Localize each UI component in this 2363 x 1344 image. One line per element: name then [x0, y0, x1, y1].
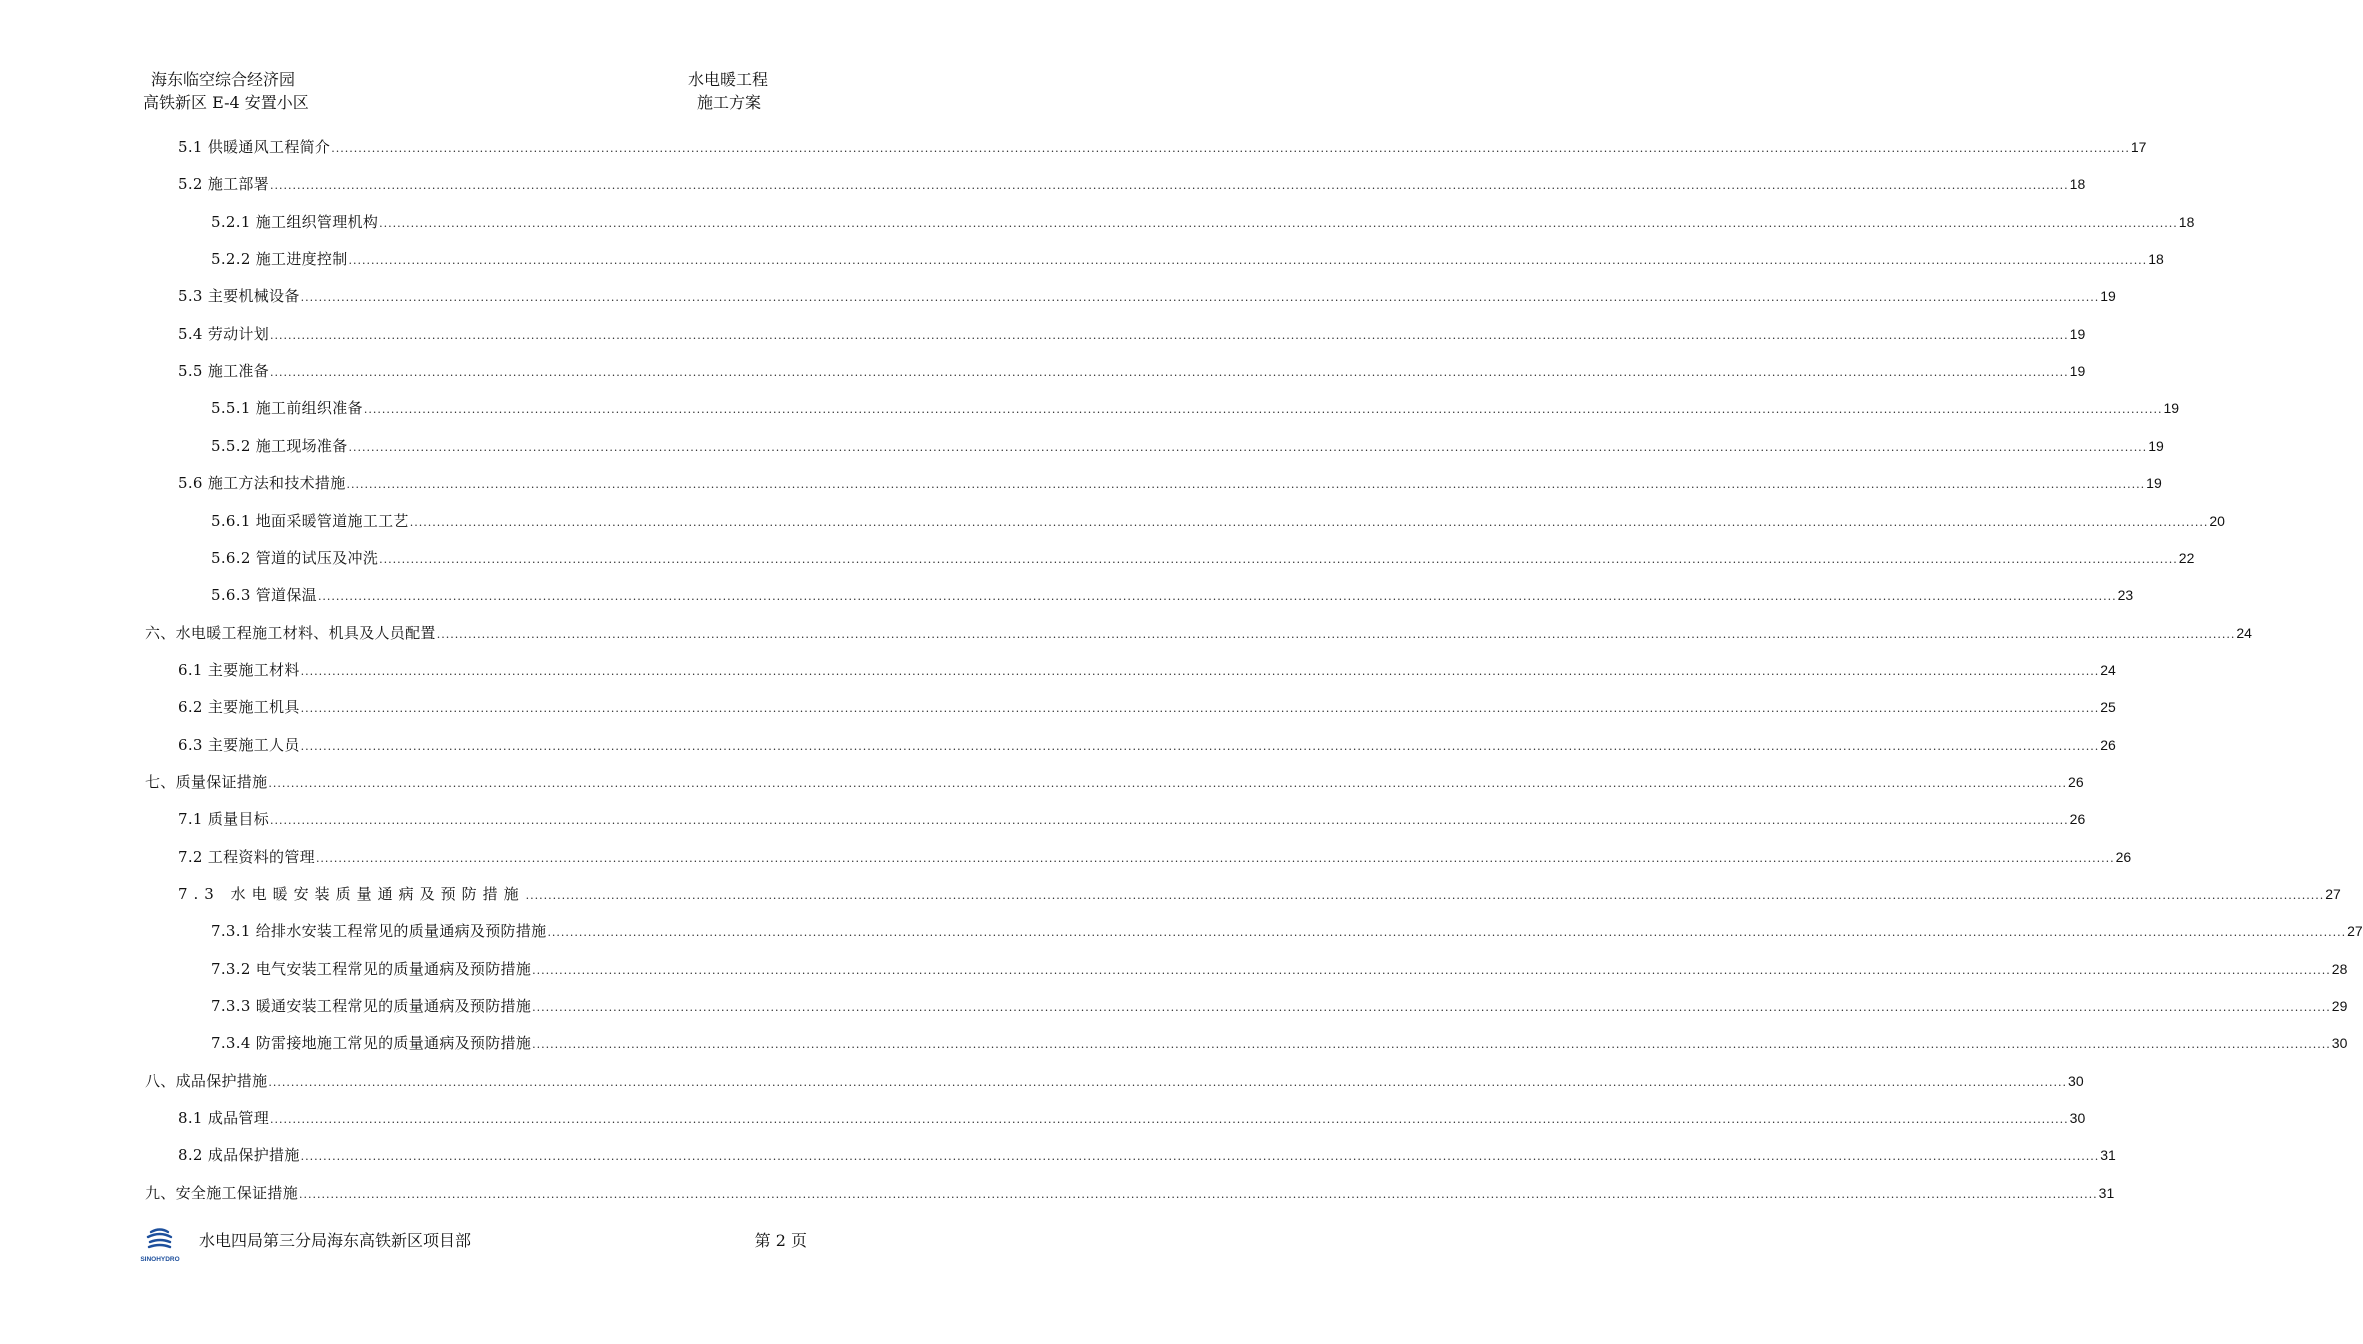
- toc-entry-page: 19: [2069, 363, 2086, 380]
- toc-entry-title: 7.3 水电暖安装质量通病及预防措施: [178, 885, 525, 903]
- toc-entry-page: 17: [2130, 139, 2147, 155]
- toc-entry[interactable]: [211, 419, 2164, 456]
- toc-dot-leader: ................................................................................................................................................................................................................................................................................................................................................................................................................: [270, 814, 2069, 828]
- sinohydro-logo: [137, 1226, 183, 1264]
- toc-entry-page: 26: [2115, 848, 2132, 865]
- toc-dot-leader: ................................................................................................................................................................................................................................................................................................................................................................................................................: [436, 627, 2236, 641]
- toc-entry[interactable]: [211, 1016, 2348, 1053]
- toc-entry-title: 7.3.2 电气安装工程常见的质量通病及预防措施: [211, 959, 532, 978]
- toc-entry-page: 23: [2117, 587, 2134, 604]
- toc-entry[interactable]: [178, 792, 2086, 829]
- toc-entry[interactable]: [178, 269, 2116, 306]
- toc-entry[interactable]: [178, 680, 2116, 717]
- toc-entry-title: 7.3.1 给排水安装工程常见的质量通病及预防措施: [211, 922, 547, 941]
- toc-entry[interactable]: [178, 157, 2086, 194]
- toc-entry-page: 25: [2100, 699, 2116, 716]
- toc-dot-leader: ................................................................................................................................................................................................................................................................................................................................................................................................................: [379, 552, 2178, 566]
- toc-entry[interactable]: [178, 1091, 2086, 1128]
- toc-entry-page: 27: [2325, 886, 2341, 902]
- svg-text:SINOHYDRO: SINOHYDRO: [140, 1256, 180, 1263]
- toc-entry-page: 29: [2331, 998, 2348, 1015]
- toc-dot-leader: ................................................................................................................................................................................................................................................................................................................................................................................................................: [317, 590, 2117, 604]
- toc-entry-page: 26: [2068, 773, 2084, 790]
- toc-dot-leader: ................................................................................................................................................................................................................................................................................................................................................................................................................: [300, 1150, 2100, 1164]
- toc-entry-page: 30: [2331, 1035, 2348, 1052]
- toc-entry-page: 19: [2148, 437, 2164, 454]
- toc-entry-page: 27: [2347, 923, 2363, 940]
- toc-entry-page: 19: [2163, 400, 2180, 417]
- toc-entry-page: 30: [2068, 1072, 2084, 1089]
- toc-entry-page: 24: [2236, 624, 2252, 641]
- toc-entry-page: 26: [2069, 811, 2086, 828]
- toc-entry-title: 七、质量保证措施: [145, 772, 268, 791]
- toc-entry-page: 31: [2098, 1184, 2115, 1201]
- footer-page-number: 第 2 页: [754, 1231, 807, 1250]
- toc-entry-page: 18: [2069, 176, 2086, 193]
- toc-dot-leader: ................................................................................................................................................................................................................................................................................................................................................................................................................: [270, 366, 2069, 380]
- toc-entry-title: 5.5.2 施工现场准备: [211, 436, 348, 455]
- toc-entry[interactable]: [178, 718, 2116, 755]
- toc-entry-title: 7.3.3 暖通安装工程常见的质量通病及预防措施: [211, 997, 532, 1016]
- toc-dot-leader: ................................................................................................................................................................................................................................................................................................................................................................................................................: [315, 851, 2115, 865]
- toc-entry-title: 5.1 供暖通风工程简介: [178, 138, 331, 156]
- footer-organization: 水电四局第三分局海东高铁新区项目部: [199, 1231, 472, 1250]
- toc-dot-leader: ................................................................................................................................................................................................................................................................................................................................................................................................................: [300, 702, 2100, 716]
- page-footer: [137, 1222, 807, 1264]
- toc-entry[interactable]: [211, 232, 2164, 269]
- toc-entry[interactable]: [178, 1128, 2116, 1165]
- header-doc-type: 施工方案: [697, 93, 762, 112]
- toc-entry[interactable]: [145, 1166, 2115, 1203]
- toc-entry-title: 5.6 施工方法和技术措施: [178, 474, 346, 493]
- toc-entry-title: 8.2 成品保护措施: [178, 1146, 300, 1165]
- toc-entry[interactable]: [178, 867, 2341, 904]
- toc-entry[interactable]: [211, 942, 2348, 979]
- toc-dot-leader: ................................................................................................................................................................................................................................................................................................................................................................................................................: [532, 963, 2331, 977]
- toc-entry-title: 九、安全施工保证措施: [145, 1183, 299, 1202]
- toc-entry-title: 5.2 施工部署: [178, 175, 270, 194]
- toc-entry-title: 5.6.3 管道保温: [211, 586, 317, 605]
- toc-entry-title: 八、成品保护措施: [145, 1071, 268, 1090]
- toc-entry[interactable]: [178, 307, 2086, 344]
- toc-entry-title: 7.2 工程资料的管理: [178, 847, 315, 866]
- toc-entry[interactable]: [211, 568, 2134, 605]
- toc-dot-leader: ................................................................................................................................................................................................................................................................................................................................................................................................................: [532, 1038, 2331, 1052]
- toc-entry[interactable]: [211, 195, 2195, 232]
- toc-entry[interactable]: [211, 381, 2180, 418]
- header-work-type: 水电暖工程: [688, 70, 769, 89]
- toc-entry-title: 5.6.1 地面采暖管道施工工艺: [211, 511, 409, 530]
- toc-entry-title: 5.5.1 施工前组织准备: [211, 399, 363, 418]
- toc-entry-title: 5.2.2 施工进度控制: [211, 250, 348, 269]
- toc-entry[interactable]: [145, 1054, 2084, 1091]
- toc-dot-leader: ................................................................................................................................................................................................................................................................................................................................................................................................................: [532, 1001, 2331, 1015]
- toc-dot-leader: ................................................................................................................................................................................................................................................................................................................................................................................................................: [300, 664, 2100, 678]
- toc-entry-page: 18: [2148, 251, 2164, 268]
- header-right: [688, 68, 768, 114]
- toc-dot-leader: ................................................................................................................................................................................................................................................................................................................................................................................................................: [270, 1113, 2069, 1127]
- toc-entry-title: 5.2.1 施工组织管理机构: [211, 212, 379, 231]
- toc-dot-leader: ................................................................................................................................................................................................................................................................................................................................................................................................................: [379, 216, 2178, 230]
- toc-dot-leader: ................................................................................................................................................................................................................................................................................................................................................................................................................: [268, 776, 2068, 790]
- toc-entry-page: 28: [2331, 960, 2348, 977]
- toc-entry-title: 5.4 劳动计划: [178, 324, 270, 343]
- toc-dot-leader: ................................................................................................................................................................................................................................................................................................................................................................................................................: [270, 328, 2069, 342]
- toc-dot-leader: ................................................................................................................................................................................................................................................................................................................................................................................................................: [299, 1187, 2098, 1201]
- toc-dot-leader: ................................................................................................................................................................................................................................................................................................................................................................................................................: [300, 739, 2100, 753]
- toc-entry[interactable]: [145, 606, 2252, 643]
- toc-entry-page: 19: [2069, 325, 2086, 342]
- toc-entry-page: 19: [2100, 288, 2116, 305]
- toc-dot-leader: ................................................................................................................................................................................................................................................................................................................................................................................................................: [409, 515, 2209, 529]
- toc-entry[interactable]: [178, 643, 2116, 680]
- toc-entry-title: 7.1 质量目标: [178, 810, 270, 829]
- toc-dot-leader: ................................................................................................................................................................................................................................................................................................................................................................................................................: [270, 179, 2069, 193]
- toc-entry-title: 8.1 成品管理: [178, 1109, 270, 1128]
- toc-entry-page: 30: [2069, 1110, 2086, 1127]
- toc-entry[interactable]: [178, 456, 2162, 493]
- header-project-name: 海东临空综合经济园: [151, 70, 296, 89]
- toc-dot-leader: ................................................................................................................................................................................................................................................................................................................................................................................................................: [348, 440, 2148, 454]
- header-project-area: 高铁新区 E-4 安置小区: [143, 93, 309, 112]
- toc-dot-leader: ................................................................................................................................................................................................................................................................................................................................................................................................................: [346, 478, 2146, 492]
- toc-entry-page: 31: [2100, 1147, 2116, 1164]
- toc-entry[interactable]: [178, 344, 2086, 381]
- toc-entry-page: 20: [2209, 512, 2225, 529]
- toc-entry-title: 5.3 主要机械设备: [178, 287, 300, 306]
- toc-entry-title: 六、水电暖工程施工材料、机具及人员配置: [145, 623, 436, 642]
- toc-entry-page: 26: [2100, 736, 2116, 753]
- toc-entry-title: 7.3.4 防雷接地施工常见的质量通病及预防措施: [211, 1034, 532, 1053]
- toc-dot-leader: ................................................................................................................................................................................................................................................................................................................................................................................................................: [300, 291, 2100, 305]
- toc-entry-page: 24: [2100, 661, 2116, 678]
- toc-entry[interactable]: [178, 830, 2132, 867]
- toc-entry[interactable]: [211, 979, 2348, 1016]
- toc-dot-leader: ................................................................................................................................................................................................................................................................................................................................................................................................................: [348, 254, 2148, 268]
- toc-entry[interactable]: [211, 494, 2225, 531]
- toc-entry[interactable]: [145, 755, 2084, 792]
- toc-entry[interactable]: [211, 904, 2363, 941]
- toc-dot-leader: ................................................................................................................................................................................................................................................................................................................................................................................................................: [268, 1075, 2068, 1089]
- toc-entry-page: 19: [2146, 475, 2162, 492]
- toc-dot-leader: ................................................................................................................................................................................................................................................................................................................................................................................................................: [525, 889, 2325, 902]
- toc-dot-leader: ................................................................................................................................................................................................................................................................................................................................................................................................................: [331, 142, 2130, 155]
- toc-entry-title: 5.6.2 管道的试压及冲洗: [211, 548, 379, 567]
- toc-entry-title: 6.2 主要施工机具: [178, 698, 300, 717]
- toc-entry[interactable]: [211, 531, 2195, 568]
- toc-entry-page: 18: [2178, 213, 2195, 230]
- toc-dot-leader: ................................................................................................................................................................................................................................................................................................................................................................................................................: [363, 403, 2163, 417]
- toc-dot-leader: ................................................................................................................................................................................................................................................................................................................................................................................................................: [547, 926, 2347, 940]
- toc-entry-page: 22: [2178, 549, 2195, 566]
- toc-entry-title: 6.1 主要施工材料: [178, 660, 300, 679]
- toc-entry[interactable]: [178, 120, 2147, 157]
- toc-entry-title: 5.5 施工准备: [178, 362, 270, 381]
- header-left: [143, 68, 309, 114]
- toc-entry-title: 6.3 主要施工人员: [178, 735, 300, 754]
